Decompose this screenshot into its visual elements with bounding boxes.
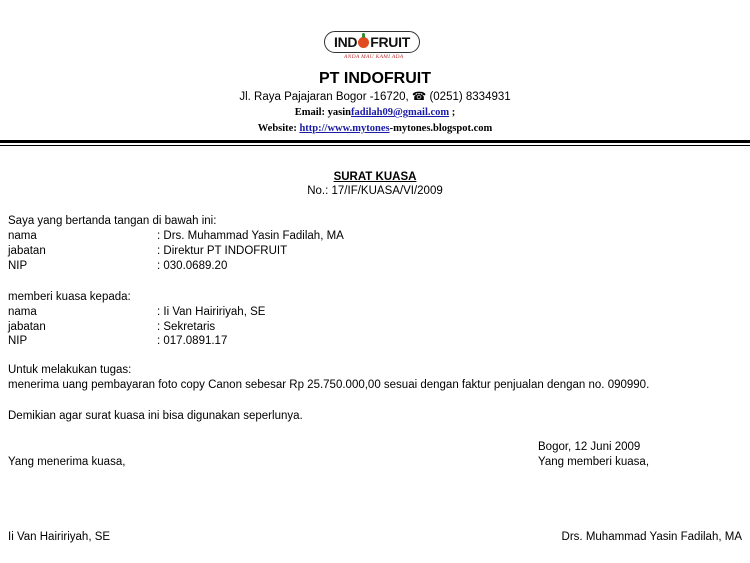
grantee-nip-label: NIP	[8, 335, 28, 347]
letter-title: SURAT KUASA	[333, 171, 417, 183]
header-divider-thin	[0, 145, 750, 146]
task-intro: Untuk melakukan tugas:	[8, 364, 132, 376]
grantor-position-value: : Direktur PT INDOFRUIT	[157, 245, 288, 257]
company-address: Jl. Raya Pajajaran Bogor -16720, ☎ (0251) 8334931	[239, 91, 511, 103]
grantor-position-label: jabatan	[8, 245, 46, 257]
fruit-icon	[358, 37, 369, 48]
grantee-position-value: : Sekretaris	[157, 321, 216, 333]
grantor-nip-value: : 030.0689.20	[157, 260, 228, 272]
logo-tagline: ANDA MAU KAMI ADA	[344, 54, 404, 60]
header-divider-thick	[0, 140, 750, 143]
closing-text: Demikian agar surat kuasa ini bisa digunakan seperlunya.	[8, 410, 303, 422]
giver-name: Drs. Muhammad Yasin Fadilah, MA	[561, 531, 742, 543]
grantee-name-value: : Ii Van Haiririyah, SE	[157, 306, 266, 318]
grantor-name-value: : Drs. Muhammad Yasin Fadilah, MA	[157, 230, 344, 242]
email-line	[0, 107, 750, 118]
logo-text-left: IND	[334, 34, 358, 50]
logo-text-right: FRUIT	[370, 34, 410, 50]
website-suffix: -mytones.blogspot.com	[389, 123, 493, 134]
website-line	[0, 123, 750, 134]
giver-label: Yang memberi kuasa,	[538, 456, 650, 468]
email-link[interactable]: fadilah09@gmail.com	[351, 107, 450, 118]
grantor-name-label: nama	[8, 230, 37, 242]
grantor-nip-label: NIP	[8, 260, 28, 272]
grant-intro-text: memberi kuasa kepada:	[8, 291, 131, 303]
grantee-nip-value: : 017.0891.17	[157, 335, 228, 347]
email-suffix: ;	[451, 107, 456, 118]
task-text: menerima uang pembayaran foto copy Canon sebesar Rp 25.750.000,00 sesuai dengan faktur penjualan dengan no. 090990.	[8, 379, 650, 391]
letter-number: No.: 17/IF/KUASA/VI/2009	[307, 185, 443, 197]
logo-badge	[324, 31, 420, 53]
grantee-name-label: nama	[8, 306, 37, 318]
email-label: Email:	[294, 107, 326, 118]
receiver-name: Ii Van Haiririyah, SE	[8, 531, 111, 543]
intro-text: Saya yang bertanda tangan di bawah ini:	[8, 215, 217, 227]
website-link[interactable]: http://www.mytones	[299, 123, 390, 134]
company-logo	[324, 31, 420, 63]
website-label: Website:	[257, 123, 297, 134]
receiver-label: Yang menerima kuasa,	[8, 456, 126, 468]
company-name: PT INDOFRUIT	[319, 70, 431, 87]
email-prefix: yasin	[327, 107, 352, 118]
place-date: Bogor, 12 Juni 2009	[538, 441, 641, 453]
grantee-position-label: jabatan	[8, 321, 46, 333]
